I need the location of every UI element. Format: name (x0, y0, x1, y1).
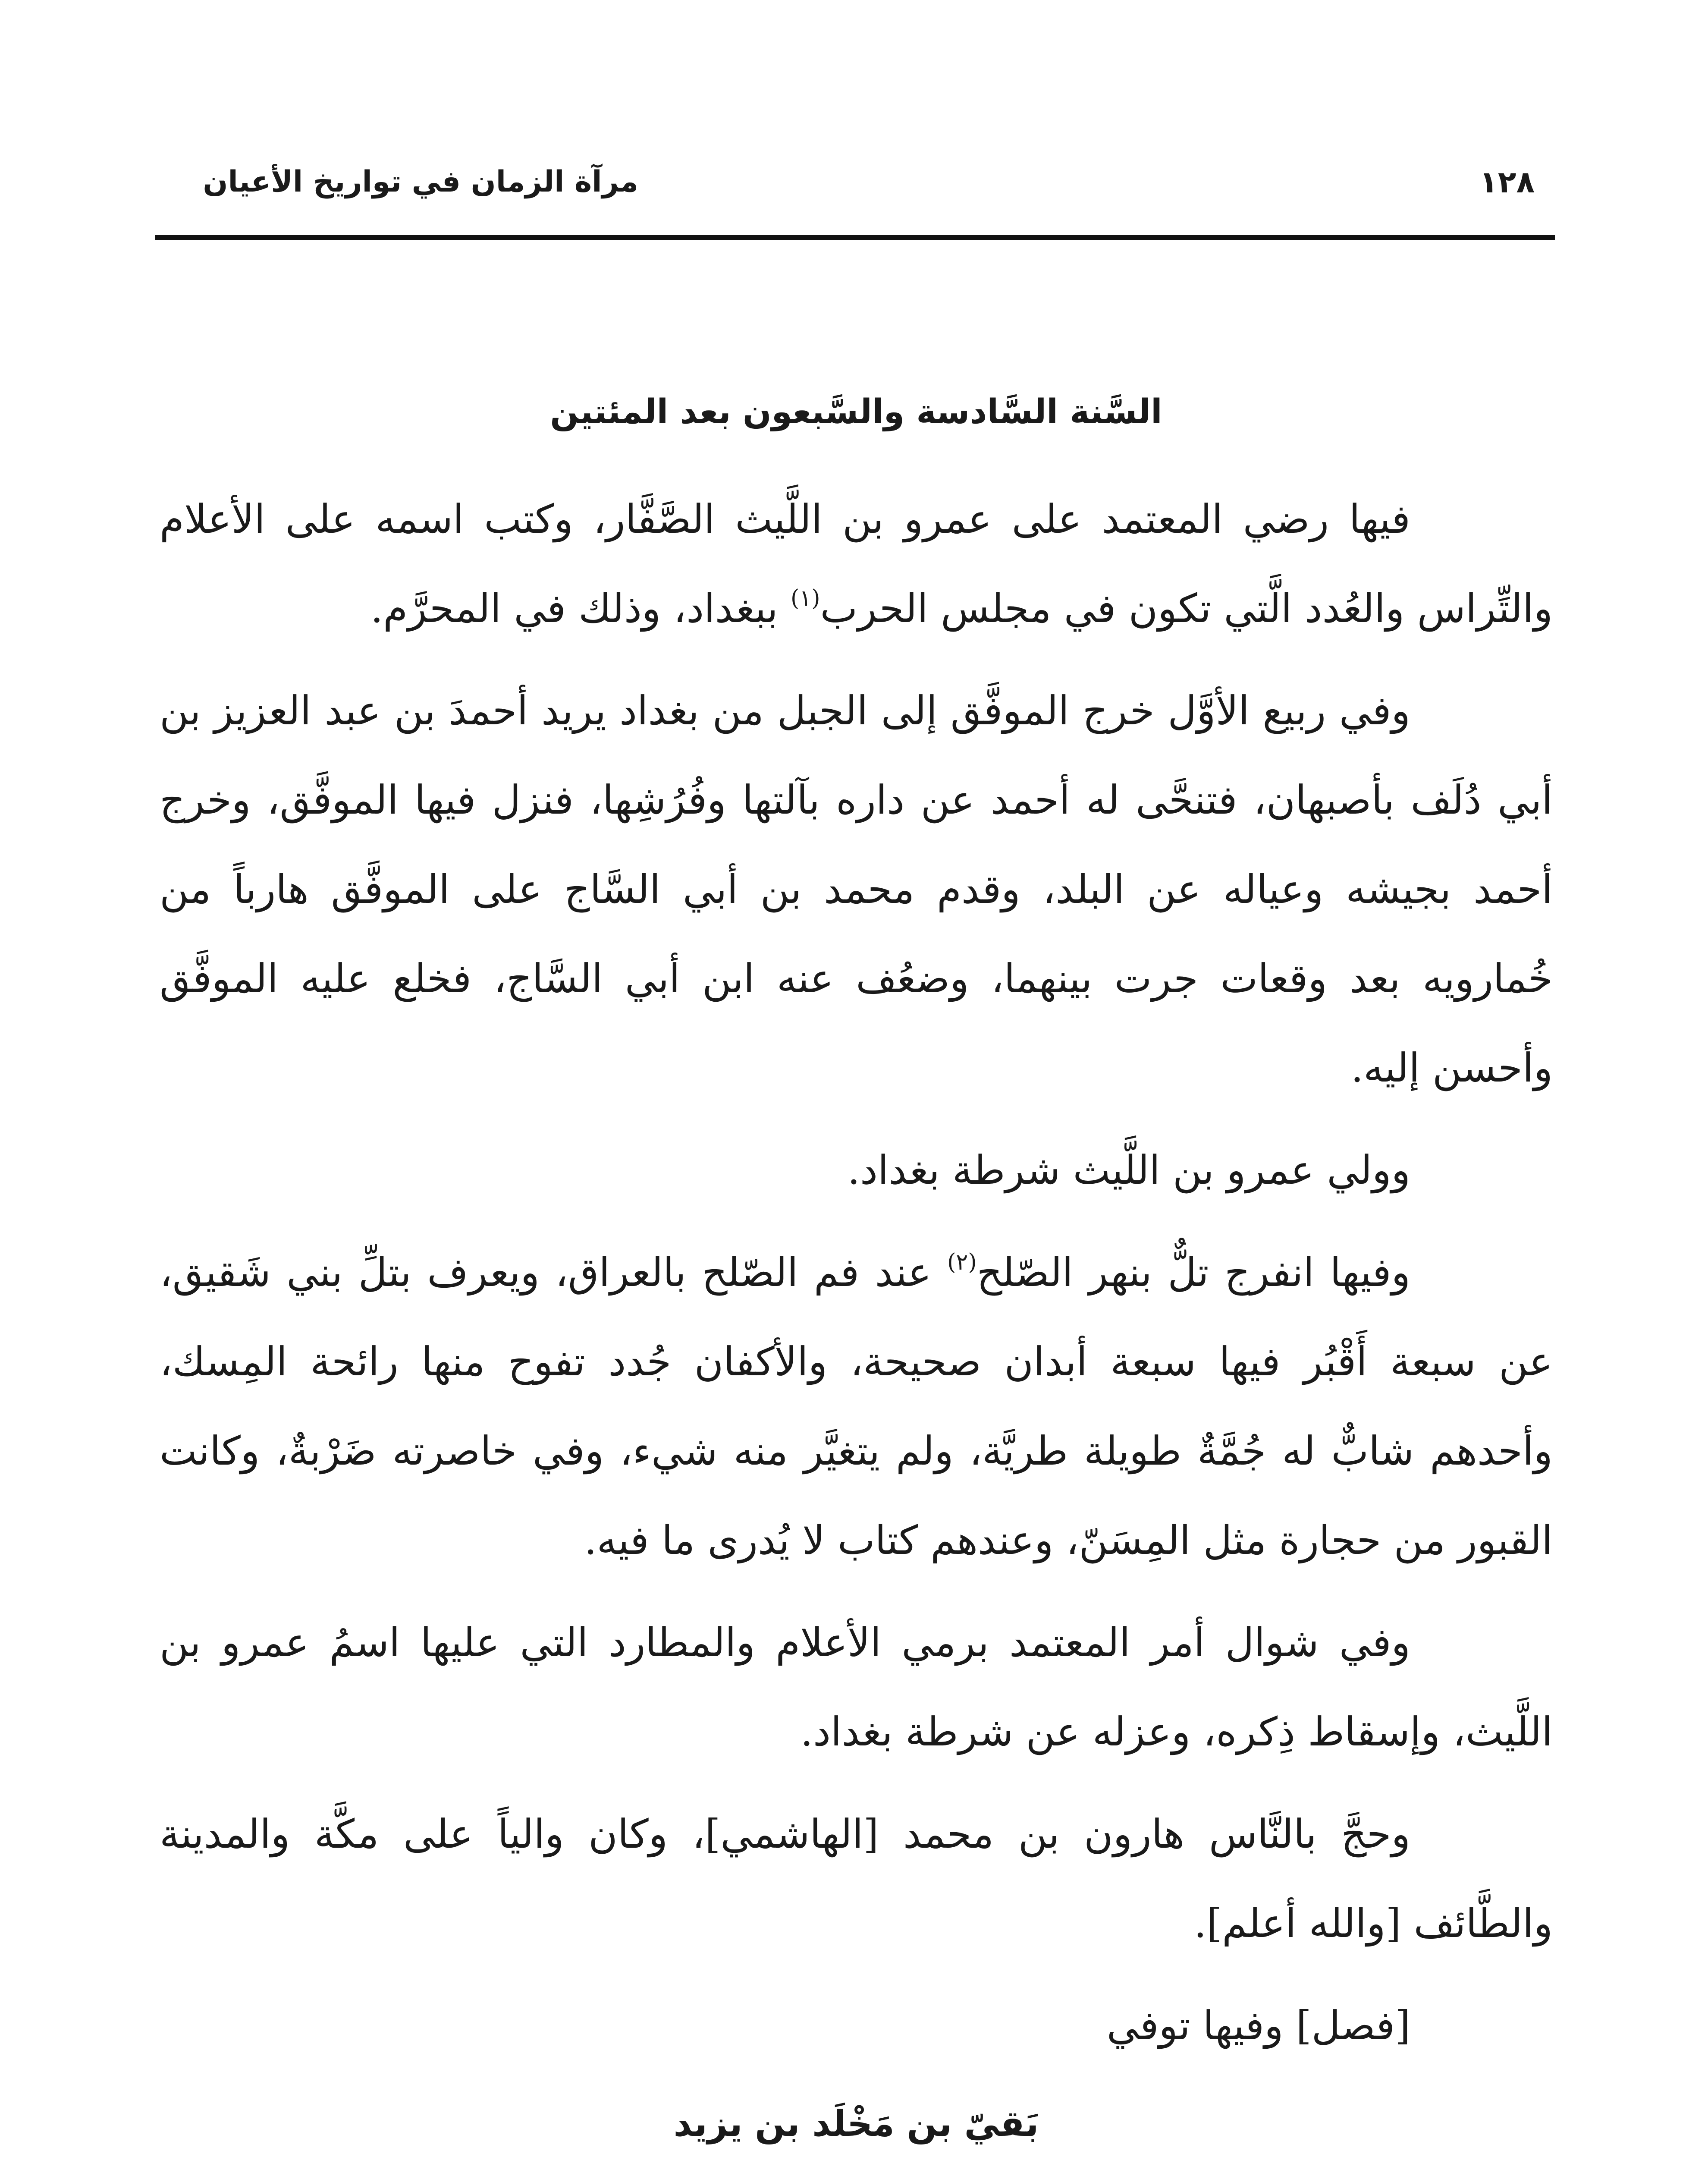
section-heading: السَّنة السَّادسة والسَّبعون بعد المئتين (550, 393, 1162, 431)
paragraph: وفي شوال أمر المعتمد برمي الأعلام والمطارد التي عليها اسمُ عمرو بن اللَّيث، وإسقاط ذِكره، وعزله عن شرطة بغداد. (160, 1619, 1553, 1755)
paragraph (160, 1228, 1553, 1585)
main-text (160, 380, 1553, 2157)
header-divider (155, 235, 1555, 240)
paragraph-text: فيها رضي المعتمد على عمرو بن اللَّيث الصَّفَّار، وكتب اسمه على الأعلام والتِّراس والعُدد الَّتي تكون في مجلس الحرب (160, 496, 1553, 632)
paragraph: [فصل] وفيها توفي (1106, 2003, 1410, 2049)
biography-heading: بَقيّ بن مَخْلَد بن يزيد (673, 2104, 1039, 2144)
paragraph: وفي ربيع الأوَّل خرج الموفَّق إلى الجبل من بغداد يريد أحمدَ بن عبد العزيز بن أبي دُلَف بأصبهان، فتنحَّى له أحمد عن داره بآلتها وفُرُشِها، فنزل فيها الموفَّق، وخرج أحمد بجيشه وعياله عن البلد، وقدم محمد بن أبي السَّاج على الموفَّق هارباً من خُمارويه بعد وقعات جرت بينهما، وضعُف عنه ابن أبي السَّاج، فخلع عليه الموفَّق وأحسن إليه. (160, 688, 1553, 1091)
paragraph (160, 475, 1553, 653)
page-number: ١٢٨ (1479, 164, 1535, 200)
paragraph-text: وفيها انفرج تلٌّ بنهر الصّلح (976, 1249, 1411, 1295)
running-header-title: مرآة الزمان في تواريخ الأعيان (203, 165, 638, 199)
paragraph: وحجَّ بالنَّاس هارون بن محمد [الهاشمي]، وكان والياً على مكَّة والمدينة والطَّائف [والله أعلم]. (160, 1811, 1553, 1946)
paragraph-text: عند فم الصّلح بالعراق، ويعرف بتلِّ بني شَقيق، عن سبعة أَقْبُر فيها سبعة أبدان صحيحة، والأكفان جُدد تفوح منها رائحة المِسك، وأحدهم شابٌّ له جُمَّةٌ طويلة طريَّة، ولم يتغيَّر منه شيء، وفي خاصرته ضَرْبةٌ، وكانت القبور من حجارة مثل المِسَنّ، وعندهم كتاب لا يُدرى ما فيه. (160, 1249, 1553, 1563)
paragraph-text: ببغداد، وذلك في المحرَّم. (370, 585, 791, 632)
footnote-marker: (٢) (947, 1249, 977, 1275)
paragraph: وولي عمرو بن اللَّيث شرطة بغداد. (847, 1147, 1410, 1193)
footnote-marker: (١) (790, 585, 820, 611)
